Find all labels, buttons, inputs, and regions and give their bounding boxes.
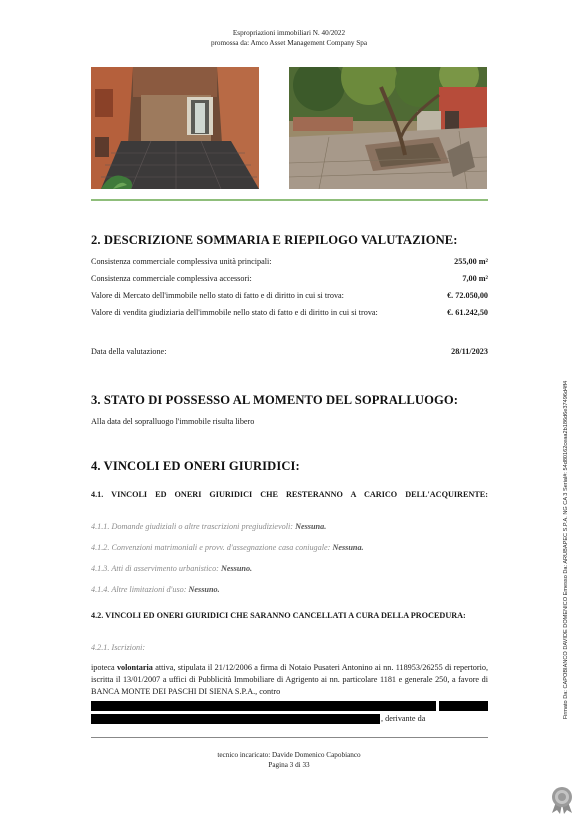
encumbrance-item xyxy=(91,564,252,573)
summary-value: €. 72.050,00 xyxy=(447,291,488,300)
summary-value: €. 61.242,50 xyxy=(447,308,488,317)
valuation-date-row xyxy=(91,346,488,358)
subsection-4-2-title: 4.2. VINCOLI ED ONERI GIURIDICI CHE SARANNO CANCELLATI A CURA DELLA PROCEDURA: xyxy=(91,611,466,620)
footer-divider xyxy=(91,737,488,738)
mortgage-paragraph xyxy=(91,662,488,699)
encumbrance-item xyxy=(91,543,364,552)
photo-building-entrance-icon xyxy=(91,67,259,189)
encumbrance-item-value: Nessuno. xyxy=(188,585,220,594)
summary-value: 255,00 m² xyxy=(454,257,488,266)
mortgage-tail: , derivante da xyxy=(381,714,426,723)
mortgage-prefix: ipoteca xyxy=(91,663,117,672)
header-procedure: Espropriazioni immobiliari N. 40/2022 xyxy=(232,29,346,37)
summary-row xyxy=(91,290,488,302)
encumbrance-item-label: 4.1.4. Altre limitazioni d'uso: xyxy=(91,585,187,594)
summary-label: Consistenza commerciale complessiva unità principali: xyxy=(91,257,272,266)
valuation-date-value: 28/11/2023 xyxy=(451,347,488,356)
footer-technician: tecnico incaricato: Davide Domenico Capobianco xyxy=(217,751,361,759)
summary-label: Valore di vendita giudiziaria dell'immobile nello stato di fatto e di diritto in cui si trova: xyxy=(91,308,378,317)
redaction-bar xyxy=(439,701,488,711)
encumbrance-item-label: 4.1.2. Convenzioni matrimoniali e provv. d'assegnazione casa coniugale: xyxy=(91,543,331,552)
digital-signature-text: Firmato Da: CAPOBIANCO DAVIDE DOMENICO Emesso Da: ARUBAPEC S.P.A. NG CA 3 Serial#: 54d80162ceaa2b186d6e37496d4ff4 xyxy=(563,380,569,720)
photo-garden-tree-icon xyxy=(289,67,487,189)
mortgage-text: attiva, stipulata il 21/12/2006 a firma di Notaio Pusateri Antonino ai nn. 118953/26255 di repertorio, iscritta il 13/01/2007 a uffici di Pubblicità Immobiliare di Agrigento ai nn. particolare 1181 e generale 250, a favore di BANCA MONTE DEI PASCHI DI SIENA S.P.A., contro xyxy=(91,663,488,697)
certification-seal-icon xyxy=(550,786,574,814)
summary-label: Valore di Mercato dell'immobile nello stato di fatto e di diritto in cui si trova: xyxy=(91,291,344,300)
document-footer xyxy=(0,750,578,770)
redaction-bar xyxy=(91,714,380,724)
encumbrance-item-value: Nessuno. xyxy=(220,564,253,573)
valuation-date-label: Data della valutazione: xyxy=(91,347,167,356)
possession-status-text: Alla data del sopralluogo l'immobile risulta libero xyxy=(91,417,255,426)
mortgage-type: volontaria xyxy=(116,663,153,672)
header-promoter: promossa da: Amco Asset Management Company Spa xyxy=(210,39,368,47)
subsection-4-2-1-label: 4.2.1. Iscrizioni: xyxy=(91,643,146,652)
section3-title: 3. STATO DI POSSESSO AL MOMENTO DEL SOPRALLUOGO: xyxy=(91,393,459,407)
document-header xyxy=(0,28,578,48)
encumbrance-item-label: 4.1.1. Domande giudiziali o altre trascrizioni pregiudizievoli: xyxy=(91,522,294,531)
summary-value: 7,00 m² xyxy=(462,274,488,283)
encumbrance-item xyxy=(91,585,220,594)
section4-title: 4. VINCOLI ED ONERI GIURIDICI: xyxy=(91,459,300,473)
encumbrance-item-value: Nessuna. xyxy=(295,522,327,531)
section-divider xyxy=(91,199,488,201)
subsection-4-1-title: 4.1. VINCOLI ED ONERI GIURIDICI CHE RESTERANNO A CARICO DELL'ACQUIRENTE: xyxy=(91,490,488,499)
encumbrance-item-label: 4.1.3. Atti di asservimento urbanistico: xyxy=(91,564,219,573)
digital-signature-strip xyxy=(560,360,572,740)
encumbrance-item xyxy=(91,522,326,531)
summary-row xyxy=(91,307,488,331)
redaction-bar xyxy=(91,701,436,711)
summary-label: Consistenza commerciale complessiva accessori: xyxy=(91,274,252,283)
footer-page-number: Pagina 3 di 33 xyxy=(268,761,310,769)
encumbrance-item-value: Nessuna. xyxy=(332,543,364,552)
summary-row xyxy=(91,256,488,268)
section2-title: 2. DESCRIZIONE SOMMARIA E RIEPILOGO VALUTAZIONE: xyxy=(91,233,458,247)
summary-row xyxy=(91,273,488,285)
